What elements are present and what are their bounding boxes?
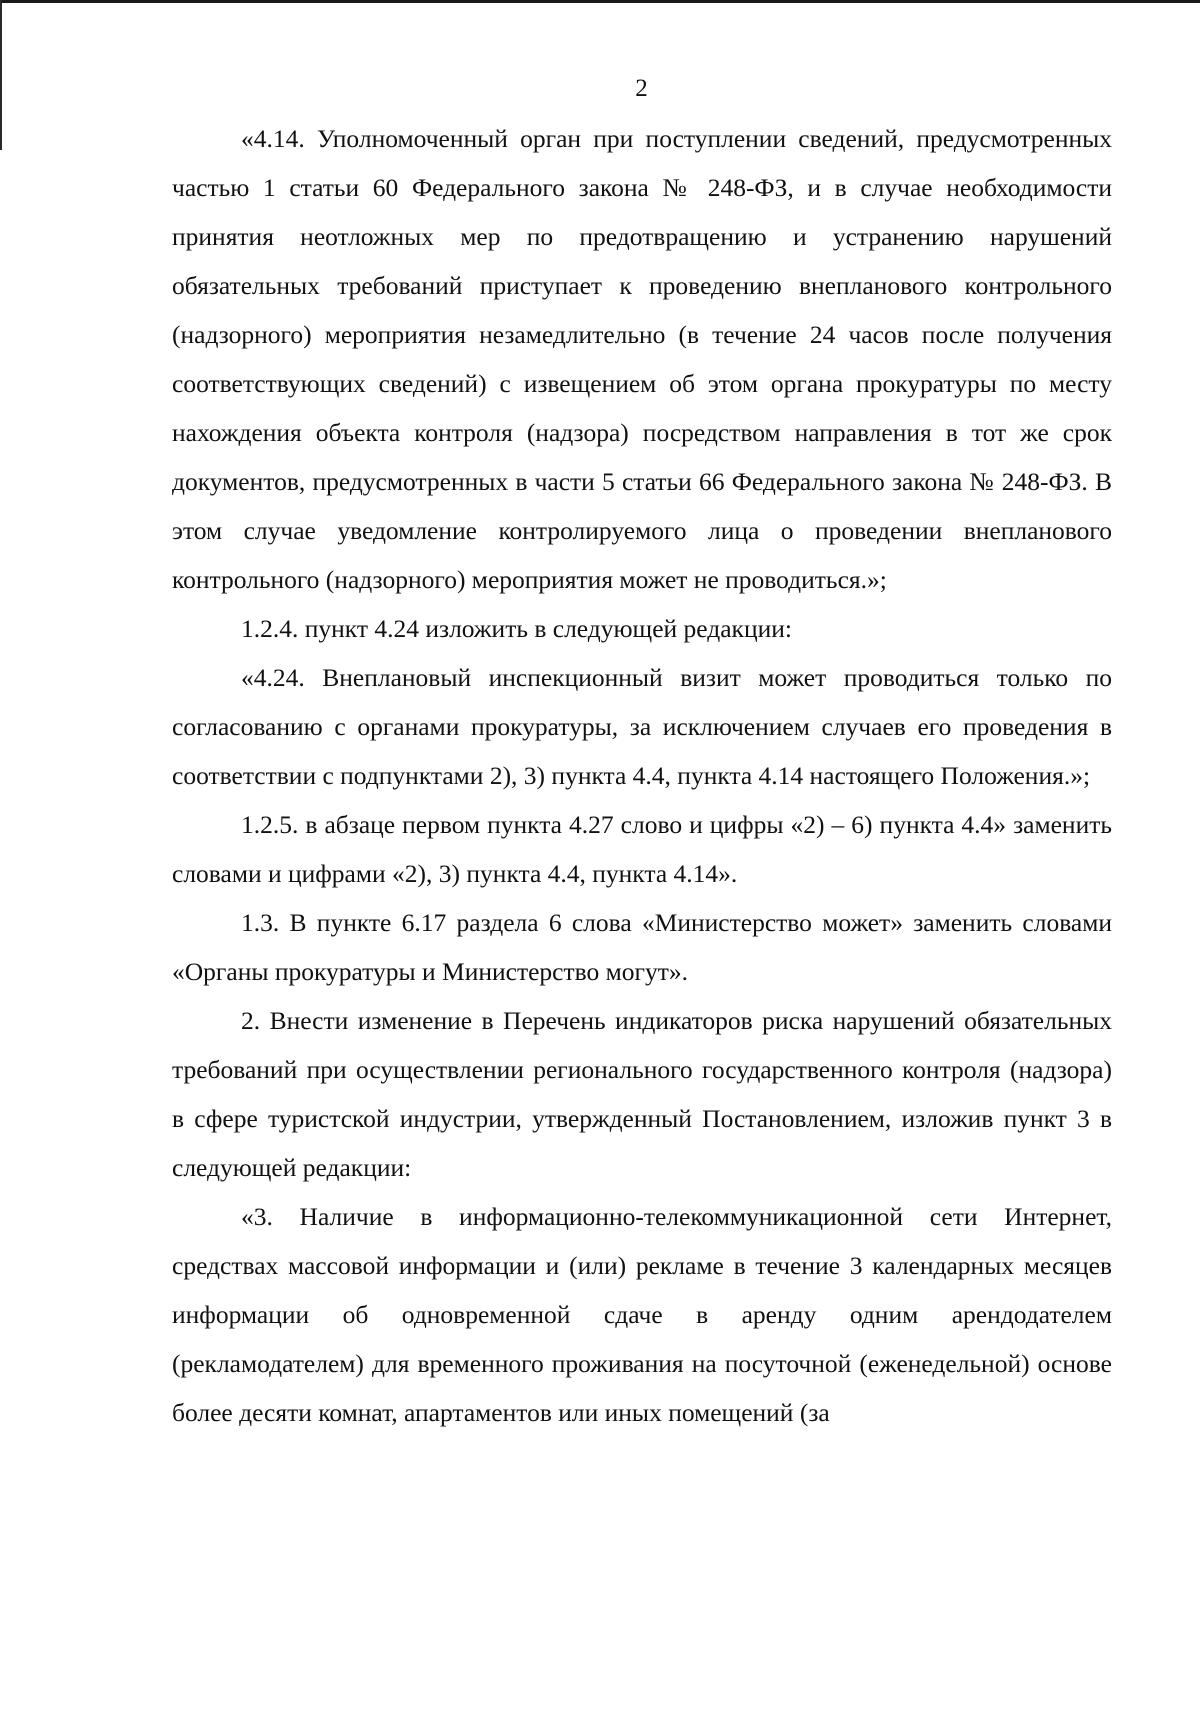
document-body (172, 114, 1112, 1437)
paragraph-4-14: «4.14. Уполномоченный орган при поступлении сведений, предусмотренных частью 1 статьи 60 Федерального закона № 248-ФЗ, и в случае необходимости принятия неотложных мер по предотвращению и устранению нарушений обязательных требований приступает к проведению внепланового контрольного (надзорного) мероприятия незамедлительно (в течение 24 часов после получения соответствующих сведений) с извещением об этом органа прокуратуры по месту нахождения объекта контроля (надзора) посредством направления в тот же срок документов, предусмотренных в части 5 статьи 66 Федерального закона № 248-ФЗ. В этом случае уведомление контролируемого лица о проведении внепланового контрольного (надзорного) мероприятия может не проводиться.»; (172, 124, 1112, 594)
paragraph-4-24: «4.24. Внеплановый инспекционный визит может проводиться только по согласованию с органами прокуратуры, за исключением случаев его проведения в соответствии с подпунктами 2), 3) пункта 4.4, пункта 4.14 настоящего Положения.»; (172, 663, 1112, 790)
scan-edge-top (0, 0, 1200, 3)
paragraph-2: 2. Внести изменение в Перечень индикаторов риска нарушений обязательных требований при осуществлении регионального государственного контроля (надзора) в сфере туристской индустрии, утвержденный Постановлением, изложив пункт 3 в следующей редакции: (172, 1006, 1112, 1182)
paragraph-1-3: 1.3. В пункте 6.17 раздела 6 слова «Министерство может» заменить словами «Органы прокуратуры и Министерство могут». (172, 908, 1112, 986)
paragraph-1-2-5: 1.2.5. в абзаце первом пункта 4.27 слово и цифры «2) – 6) пункта 4.4» заменить словами и цифрами «2), 3) пункта 4.4, пункта 4.14». (172, 810, 1112, 888)
page-number: 2 (635, 75, 648, 102)
paragraph-3-indicator: «3. Наличие в информационно-телекоммуникационной сети Интернет, средствах массовой информации и (или) рекламе в течение 3 календарных месяцев информации об одновременной сдаче в аренду одним арендодателем (рекламодателем) для временного проживания на посуточной (еженедельной) основе более десяти комнат, апартаментов или иных помещений (за (172, 1202, 1112, 1427)
paragraph-1-2-4: 1.2.4. пункт 4.24 изложить в следующей редакции: (241, 614, 792, 643)
